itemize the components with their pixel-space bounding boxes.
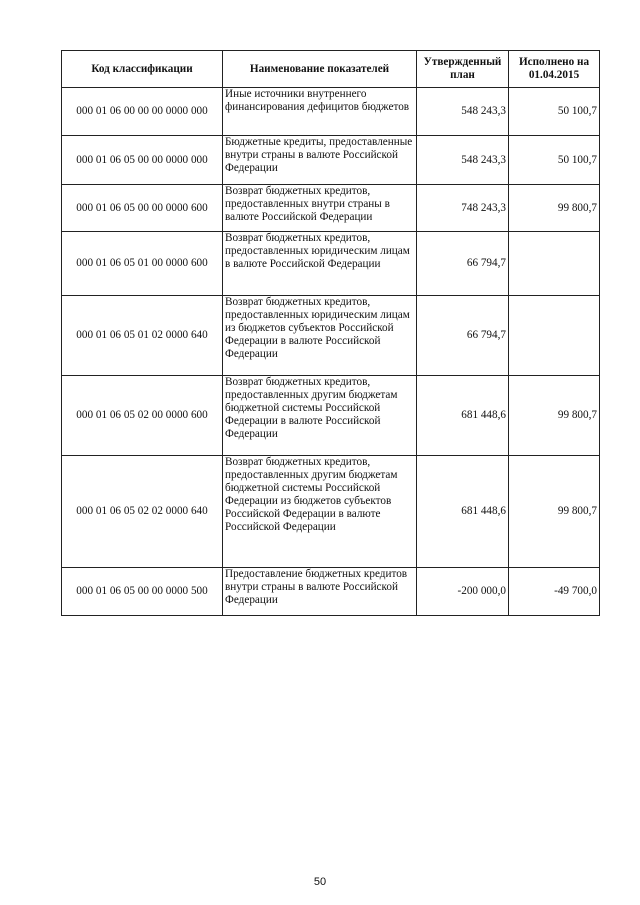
row-plan: 66 794,7 (417, 296, 509, 376)
budget-sources-table (61, 50, 600, 616)
row-plan: 66 794,7 (417, 232, 509, 296)
row-code: 000 01 06 05 00 00 0000 600 (62, 185, 223, 232)
row-plan: 548 243,3 (417, 136, 509, 185)
row-code: 000 01 06 00 00 00 0000 000 (62, 88, 223, 136)
table-row (62, 568, 600, 616)
row-code: 000 01 06 05 02 00 0000 600 (62, 376, 223, 456)
table-header-row (62, 51, 600, 88)
row-name: Предоставление бюджетных кредитов внутри страны в валюте Российской Федерации (223, 568, 417, 616)
row-code: 000 01 06 05 02 02 0000 640 (62, 456, 223, 568)
row-name: Возврат бюджетных кредитов, предоставленных юридическим лицам в валюте Российской Федерации (223, 232, 417, 296)
header-executed: Исполнено на 01.04.2015 (509, 51, 600, 88)
table-row (62, 185, 600, 232)
row-plan: 681 448,6 (417, 376, 509, 456)
row-plan: -200 000,0 (417, 568, 509, 616)
table-row (62, 88, 600, 136)
row-executed: 50 100,7 (509, 136, 600, 185)
header-code: Код классификации (62, 51, 223, 88)
row-executed: 99 800,7 (509, 185, 600, 232)
table-row (62, 232, 600, 296)
row-name: Иные источники внутреннего финансирования дефицитов бюджетов (223, 88, 417, 136)
row-executed (509, 296, 600, 376)
page-number: 50 (313, 876, 327, 888)
row-code: 000 01 06 05 00 00 0000 000 (62, 136, 223, 185)
table-row (62, 456, 600, 568)
row-plan: 681 448,6 (417, 456, 509, 568)
row-executed (509, 232, 600, 296)
row-executed: 99 800,7 (509, 456, 600, 568)
row-name: Бюджетные кредиты, предоставленные внутри страны в валюте Российской Федерации (223, 136, 417, 185)
row-code: 000 01 06 05 01 02 0000 640 (62, 296, 223, 376)
row-name: Возврат бюджетных кредитов, предоставленных другим бюджетам бюджетной системы Российской Федерации из бюджетов субъектов Российской Федерации в валюте Российской Федерации (223, 456, 417, 568)
row-name: Возврат бюджетных кредитов, предоставленных юридическим лицам из бюджетов субъектов Российской Федерации в валюте Российской Федерации (223, 296, 417, 376)
row-name: Возврат бюджетных кредитов, предоставленных внутри страны в валюте Российской Федерации (223, 185, 417, 232)
row-executed: 99 800,7 (509, 376, 600, 456)
row-plan: 748 243,3 (417, 185, 509, 232)
row-executed: 50 100,7 (509, 88, 600, 136)
row-plan: 548 243,3 (417, 88, 509, 136)
row-code: 000 01 06 05 00 00 0000 500 (62, 568, 223, 616)
table-row (62, 296, 600, 376)
row-code: 000 01 06 05 01 00 0000 600 (62, 232, 223, 296)
table-row (62, 376, 600, 456)
row-executed: -49 700,0 (509, 568, 600, 616)
header-name: Наименование показателей (223, 51, 417, 88)
row-name: Возврат бюджетных кредитов, предоставленных другим бюджетам бюджетной системы Российской Федерации в валюте Российской Федерации (223, 376, 417, 456)
table-row (62, 136, 600, 185)
header-plan: Утвержденный план (417, 51, 509, 88)
